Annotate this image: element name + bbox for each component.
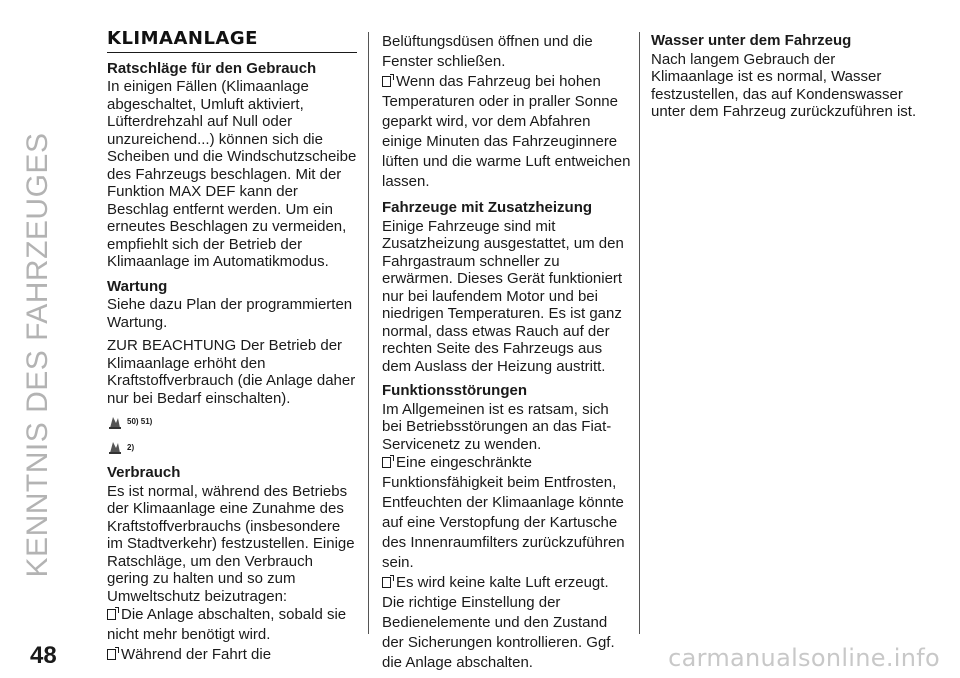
page-number: 48	[30, 642, 57, 669]
bullet-item: Während der Fahrt die	[107, 645, 357, 665]
chapter-side-title: KENNTNIS DES FAHRZEUGES	[21, 132, 54, 578]
heading-water: Wasser unter dem Fahrzeug	[651, 32, 852, 49]
bullet-item: Es wird keine kalte Luft erzeugt. Die richtige Einstellung der Bedienelemente und den Zustand der Sicherungen kontrollieren. Ggf. die Anlage abschalten.	[382, 574, 615, 671]
warning-ref-text[interactable]: 50) 51)	[127, 417, 153, 426]
heading-aux-heater: Fahrzeuge mit Zusatzheizung	[382, 199, 593, 216]
paragraph-faults: Im Allgemeinen ist es ratsam, sich bei Betriebsstörungen an das Fiat-Servicenetz zu wenden.	[382, 400, 612, 453]
bullet-item: Eine eingeschränkte Funktionsfähigkeit beim Entfrosten, Entfeuchten der Klimaanlage könnte auf eine Verstopfung der Kartusche des Innenraumfilters zurückzuführen sein.	[382, 454, 625, 571]
section-title: KLIMAANLAGE	[107, 30, 357, 53]
column-2	[382, 32, 632, 673]
paragraph-water: Nach langem Gebrauch der Klimaanlage ist es normal, Wasser festzustellen, das auf Kondenswasser unter dem Fahrzeug zurückzuführen ist.	[651, 50, 917, 120]
checkbox-bullet-icon	[107, 609, 116, 620]
checkbox-bullet-icon	[107, 649, 116, 660]
heading-consumption: Verbrauch	[107, 464, 181, 481]
paragraph-consumption: Es ist normal, während des Betriebs der Klimaanlage eine Zunahme des Kraftstoffverbrauchs (insbesondere im Stadtverkehr) festzustellen. Einige Ratschläge, um den Verbrauch gering zu halten und so zum Umweltschutz beizutragen:	[107, 482, 355, 605]
heading-maintenance: Wartung	[107, 277, 168, 295]
column-divider	[639, 32, 640, 634]
paragraph-maintenance: Siehe dazu Plan der programmierten Wartung.	[107, 296, 353, 331]
paragraph-aux-heater: Einige Fahrzeuge sind mit Zusatzheizung ausgestattet, um den Fahrgastraum schneller zu erwärmen. Dieses Gerät funktioniert nur bei laufendem Motor und bei niedrigen Temperaturen. Es ist ganz normal, dass etwas Rauch auf der rechten Seite des Fahrzeugs aus dem Auslass der Heizung austritt.	[382, 217, 624, 375]
paragraph-tips: In einigen Fällen (Klimaanlage abgeschaltet, Umluft aktiviert, Lüfterdrehzahl auf Null oder unzureichend...) können sich die Scheiben und die Windschutzscheibe des Fahrzeugs beschlagen. Mit der Funktion MAX DEF kann der Beschlag entfernt werden. Um ein erneutes Beschlagen zu vermeiden, empfiehlt sich der Betrieb der Klimaanlage im Automatikmodus.	[107, 78, 357, 270]
checkbox-bullet-icon	[382, 577, 391, 588]
checkbox-bullet-icon	[382, 76, 391, 87]
watermark: carmanualsonline.info	[668, 644, 940, 672]
warning-reference	[107, 413, 357, 431]
warning-reference	[107, 439, 357, 457]
paragraph-continued: Belüftungsdüsen öffnen und die Fenster schließen.	[382, 33, 593, 70]
column-1	[107, 30, 357, 665]
column-divider	[368, 32, 369, 634]
checkbox-bullet-icon	[382, 457, 391, 468]
paragraph-note: ZUR BEACHTUNG Der Betrieb der Klimaanlage erhöht den Kraftstoffverbrauch (die Anlage daher nur bei Bedarf einschalten).	[107, 337, 356, 407]
warning-hand-icon	[107, 439, 123, 455]
bullet-item: Wenn das Fahrzeug bei hohen Temperaturen oder in praller Sonne geparkt wird, vor dem Abfahren einige Minuten das Fahrzeuginnere lüften und die warme Luft entweichen lassen.	[382, 73, 631, 190]
heading-faults: Funktionsstörungen	[382, 382, 527, 399]
warning-ref-text[interactable]: 2)	[127, 442, 135, 452]
warning-hand-icon	[107, 414, 123, 430]
bullet-item: Die Anlage abschalten, sobald sie nicht mehr benötigt wird.	[107, 606, 347, 643]
heading-tips: Ratschläge für den Gebrauch	[107, 59, 317, 77]
column-3	[651, 32, 921, 127]
